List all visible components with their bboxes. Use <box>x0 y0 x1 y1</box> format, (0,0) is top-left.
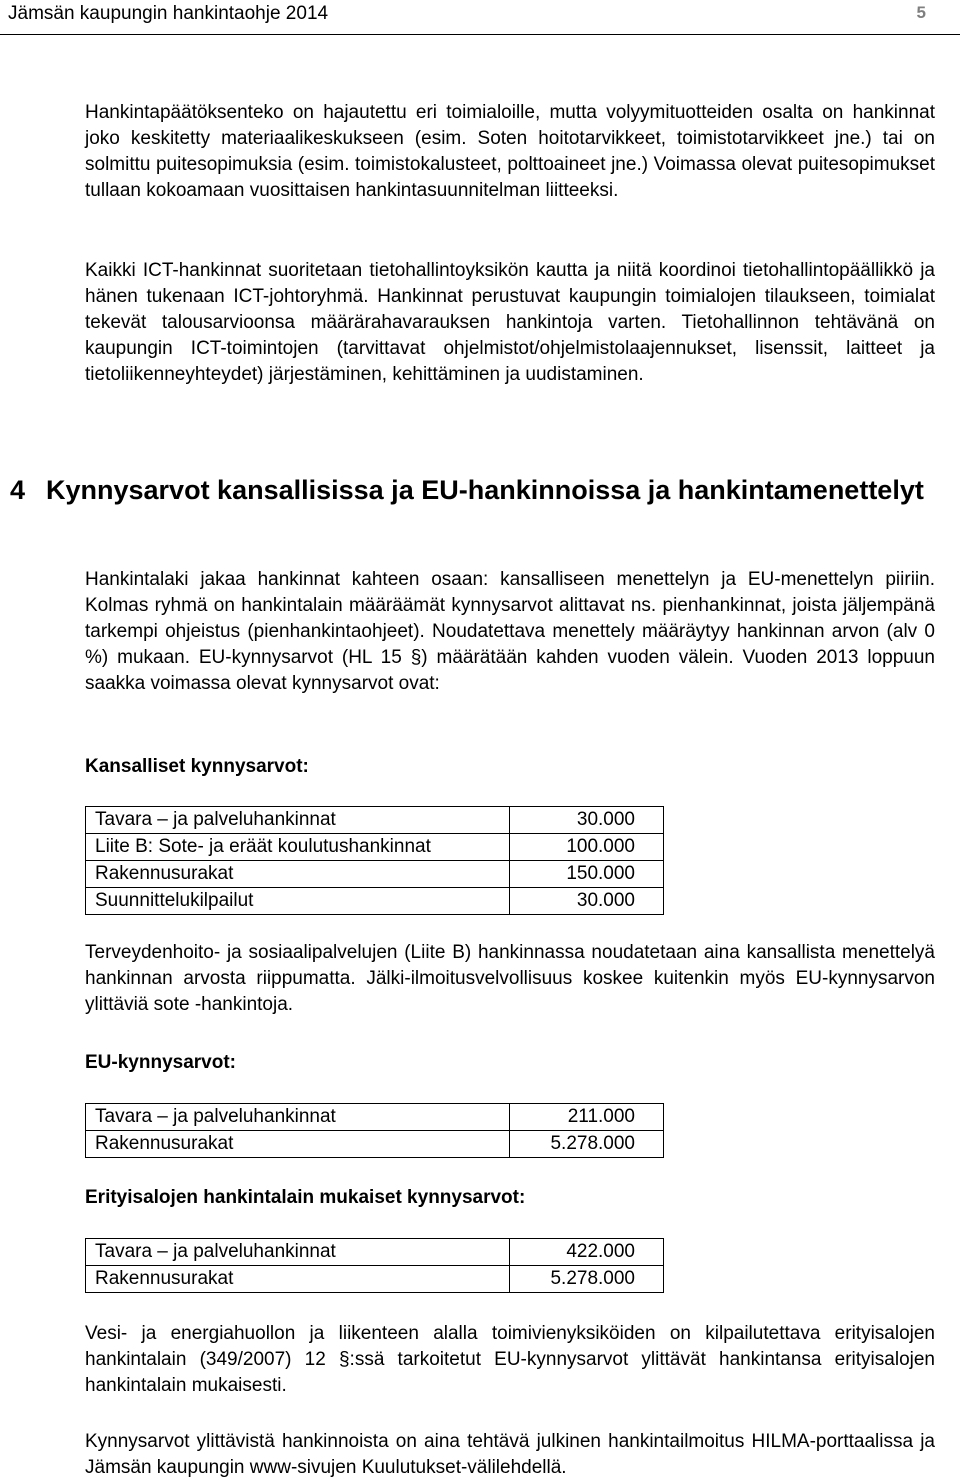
eu-thresholds-heading: EU-kynnysarvot: <box>85 1052 236 1073</box>
national-thresholds-table <box>85 806 664 915</box>
paragraph-social-health-services: Terveydenhoito- ja sosiaalipalvelujen (Liite B) hankinnassa noudatetaan aina kansallista menettelyä hankinnan arvosta riippumatta. Jälki-ilmoitusvelvollisuus koskee kuitenkin myös EU-kynnysarvon ylittäviä sote -hankintoja. <box>85 942 935 1015</box>
national-thresholds-heading: Kansalliset kynnysarvot: <box>85 756 309 777</box>
table-row <box>86 1104 664 1131</box>
special-sectors-thresholds-table <box>85 1238 664 1293</box>
table-row <box>86 834 664 861</box>
paragraph-hilma-notice: Kynnysarvot ylittävistä hankinnoista on aina tehtävä julkinen hankintailmoitus HILMA-porttaalissa ja Jämsän kaupungin www-sivujen Kuulutukset-välilehdellä. <box>85 1431 935 1478</box>
table-row <box>86 861 664 888</box>
special-sectors-thresholds-heading: Erityisalojen hankintalain mukaiset kynnysarvot: <box>85 1187 526 1208</box>
threshold-value: 100.000 <box>510 834 664 861</box>
threshold-label: Rakennusurakat <box>86 1131 510 1158</box>
threshold-value: 5.278.000 <box>510 1131 664 1158</box>
table-row <box>86 1131 664 1158</box>
paragraph-ict-procurement: Kaikki ICT-hankinnat suoritetaan tietohallintoyksikön kautta ja niitä koordinoi tietohallintopäällikkö ja hänen tukenaan ICT-johtoryhmä. Hankinnat perustuvat kaupungin toimialojen tilaukseen, toimialat tekevät talousarvioonsa määrärahavarauksen hankintoja varten. Tietohallinnon tehtävänä on kaupungin ICT-toimintojen (tarvittavat ohjelmistot/ohjelmistolaajennukset, lisenssit, laitteet ja tietoliikenneyhteydet) järjestäminen, kehittäminen ja uudistaminen. <box>85 260 935 385</box>
threshold-label: Liite B: Sote- ja eräät koulutushankinnat <box>86 834 510 861</box>
threshold-label: Rakennusurakat <box>86 1266 510 1293</box>
threshold-value: 211.000 <box>510 1104 664 1131</box>
section-title: Kynnysarvot kansallisissa ja EU-hankinnoissa ja hankintamenettelyt <box>46 475 924 505</box>
table-row <box>86 807 664 834</box>
paragraph-special-sectors: Vesi- ja energiahuollon ja liikenteen alalla toimivienyksiköiden on kilpailutettava erityisalojen hankintalain (349/2007) 12 §:ssä tarkoitetut EU-kynnysarvot ylittävät hankintansa erityisalojen hankintalain mukaisesti. <box>85 1323 935 1396</box>
threshold-label: Tavara – ja palveluhankinnat <box>86 1104 510 1131</box>
page-header <box>0 0 960 35</box>
threshold-label: Suunnittelukilpailut <box>86 888 510 915</box>
paragraph-procurement-law: Hankintalaki jakaa hankinnat kahteen osaan: kansalliseen menettelyn ja EU-menettelyn piiriin. Kolmas ryhmä on hankintalain määräämät kynnysarvot alittavat ns. pienhankinnat, joista jäljempänä tarkempi ohjeistus (pienhankintaohjeet). Noudatettava menettely määräytyy hankinnan arvon (alv 0 %) mukaan. EU-kynnysarvot (HL 15 §) määrätään kahden vuoden välein. Vuoden 2013 loppuun saakka voimassa olevat kynnysarvot ovat: <box>85 569 935 694</box>
threshold-value: 30.000 <box>510 888 664 915</box>
threshold-value: 5.278.000 <box>510 1266 664 1293</box>
threshold-label: Tavara – ja palveluhankinnat <box>86 807 510 834</box>
table-row <box>86 1239 664 1266</box>
threshold-value: 150.000 <box>510 861 664 888</box>
table-row <box>86 1266 664 1293</box>
section-number: 4 <box>10 475 26 505</box>
threshold-label: Tavara – ja palveluhankinnat <box>86 1239 510 1266</box>
eu-thresholds-table <box>85 1103 664 1158</box>
threshold-value: 422.000 <box>510 1239 664 1266</box>
page-number: 5 <box>916 3 926 22</box>
threshold-label: Rakennusurakat <box>86 861 510 888</box>
document-title: Jämsän kaupungin hankintaohje 2014 <box>8 3 329 24</box>
table-row <box>86 888 664 915</box>
threshold-value: 30.000 <box>510 807 664 834</box>
paragraph-procurement-decisions: Hankintapäätöksenteko on hajautettu eri toimialoille, mutta volyymituotteiden osalta on hankinnat joko keskitetty materiaalikeskukseen (esim. Soten hoitotarvikkeet, toimistotarvikkeet jne.) tai on solmittu puitesopimuksia (esim. toimistokalusteet, polttoaineet jne.) Voimassa olevat puitesopimukset tullaan kokoamaan vuosittaisen hankintasuunnitelman liitteeksi. <box>85 102 935 201</box>
